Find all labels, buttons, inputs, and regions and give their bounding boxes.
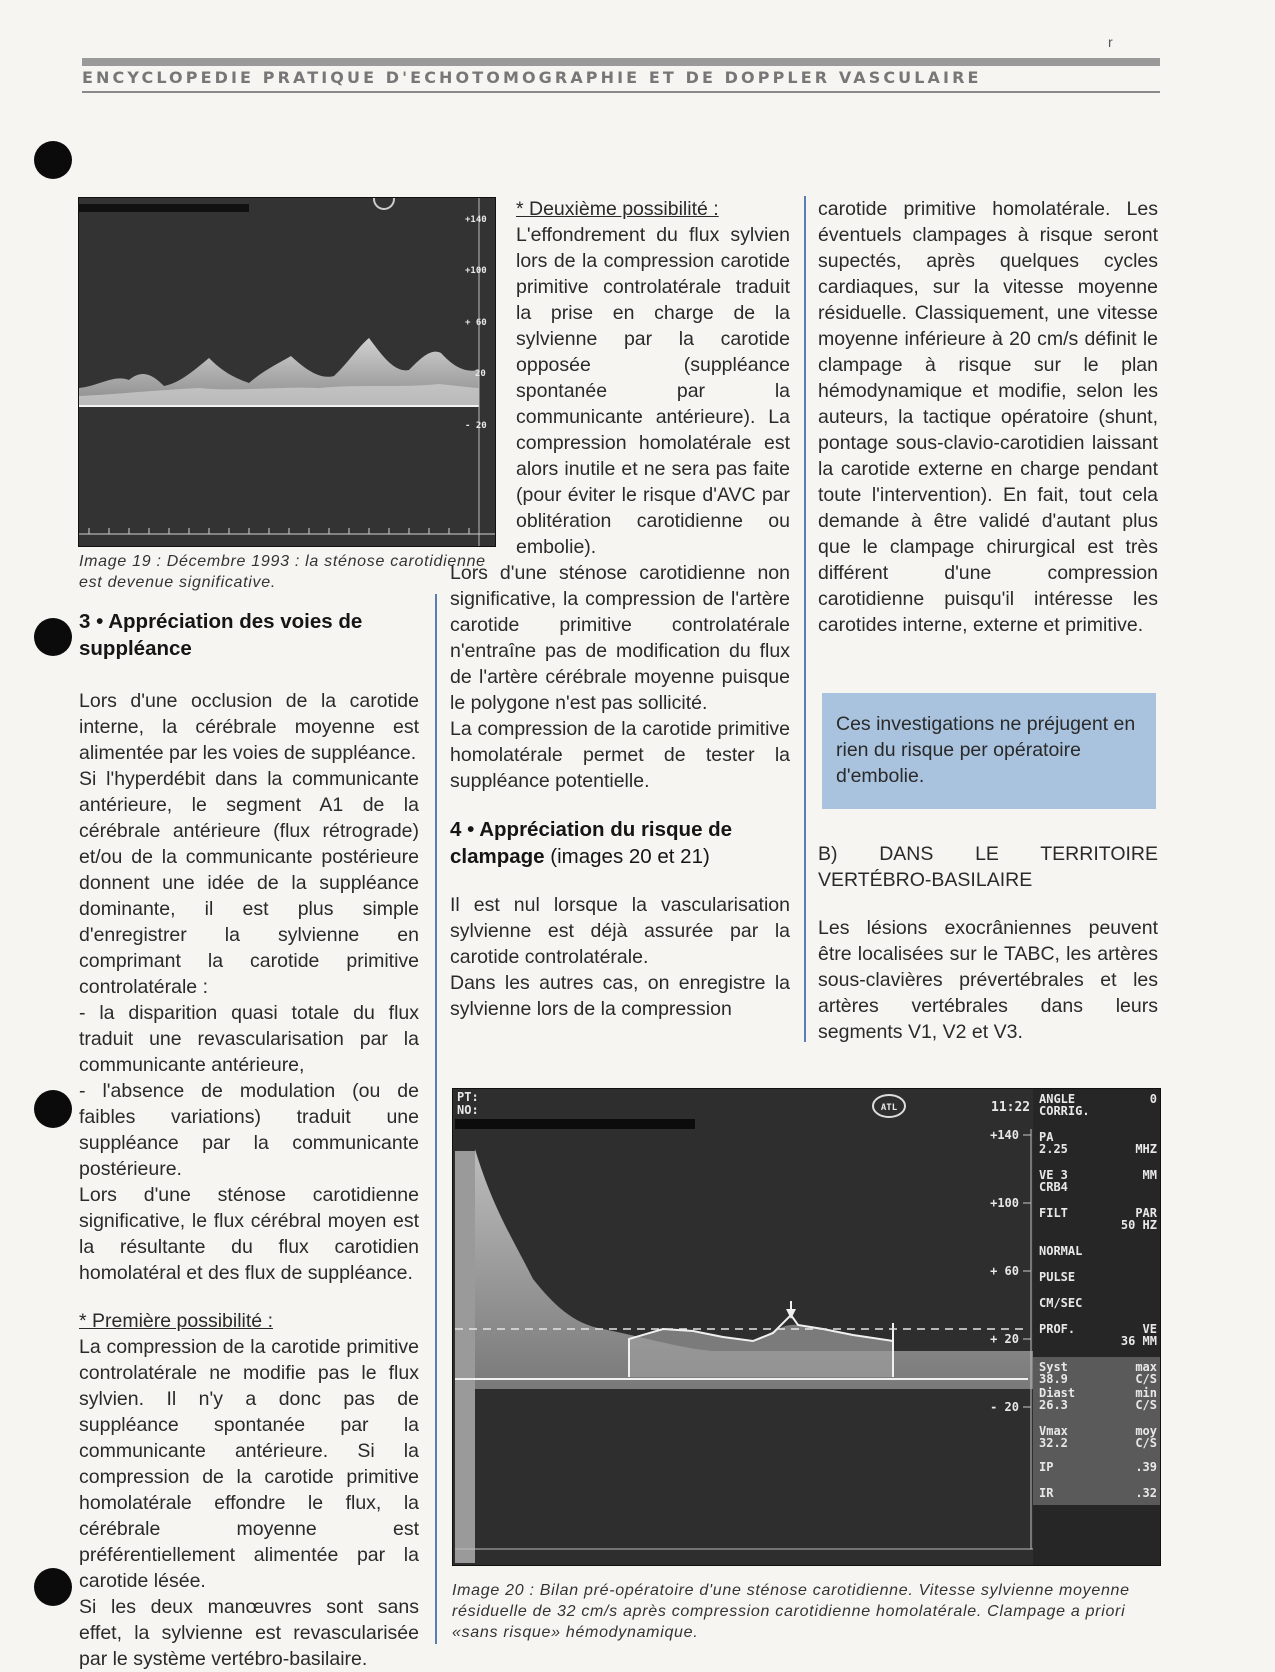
panel-value: .39: [1135, 1460, 1157, 1474]
heading-text: Appréciation du risque de clampage: [450, 818, 733, 868]
text-column-1: [79, 688, 419, 1672]
time-readout: 11:22: [991, 1100, 1031, 1115]
panel-label: 38.9: [1039, 1372, 1068, 1386]
binder-hole: [34, 1568, 72, 1606]
column-rule: [804, 196, 806, 1042]
scale-label: +100: [990, 1196, 1019, 1210]
panel-value: 0: [1149, 1092, 1157, 1106]
panel-label: PROF.: [1039, 1322, 1076, 1336]
paragraph: carotide primitive homolatérale. Les éventuels clampages à risque seront supectés, après quelques cycles cardiaques, sur la vitesse moyenne résiduelle. Classiquement, une vitesse moyenne inférieure à 20 cm/s définit le clampage à risque sur le plan hémodynamique et modifie, selon les auteurs, la tactique opératoire (shunt, pontage sous-clavio-carotidien laissant la carotide externe en charge pendant toute l'intervention). En fait, tout cela demande à être validé d'autant plus que le clampage chirurgical est très différent d'une compression carotidienne puisqu'il intéresse les carotides interne, externe et primitive.: [818, 198, 1158, 636]
panel-label: 2.25: [1039, 1142, 1068, 1156]
pt-label: PT:: [457, 1090, 479, 1104]
panel-label: IP: [1039, 1460, 1054, 1474]
scale-label: - 20: [990, 1400, 1019, 1414]
scale-label: + 60: [990, 1264, 1019, 1278]
panel-label: PA: [1039, 1130, 1054, 1144]
figure-caption: Image 19 : Décembre 1993 : la sténose carotidienne est devenue significative.: [79, 553, 486, 591]
paragraph: La compression de la carotide primitive homolatérale permet de tester la suppléance potentielle.: [450, 718, 790, 792]
panel-label: CM/SEC: [1039, 1296, 1083, 1310]
paragraph: Il est nul lorsque la vascularisation sylvienne est déjà assurée par la carotide controlatérale.: [450, 894, 790, 968]
left-gray-strip: [455, 1151, 475, 1563]
column-rule: [435, 594, 437, 1644]
panel-value: C/S: [1135, 1372, 1157, 1386]
panel-value: 36 MM: [1120, 1334, 1157, 1348]
text-column-2: [450, 196, 790, 1022]
paragraph: Si l'hyperdébit dans la communicante antérieure, le segment A1 de la cérébrale antérieure (flux rétrograde) et/ou de la communicante postérieure donnent une idée de la suppléance dominante, il est plus simple d'enregistrer la sylvienne en comprimant la carotide primitive controlatérale :: [79, 768, 419, 998]
paragraph: Lors d'une sténose carotidienne significative, le flux cérébral moyen est la résultante du flux carotidien homolatéral et des flux de suppléance.: [79, 1184, 419, 1284]
panel-value: .32: [1135, 1486, 1157, 1500]
panel-label: ANGLE: [1039, 1092, 1076, 1106]
panel-value: PAR: [1135, 1206, 1157, 1220]
scale-label: +100: [465, 266, 487, 276]
possibility-label: * Deuxième possibilité :: [516, 198, 719, 220]
panel-value: C/S: [1135, 1436, 1157, 1450]
section-title: B) DANS LE TERRITOIRE VERTÉBRO-BASILAIRE: [818, 843, 1158, 891]
scale-label: +140: [990, 1128, 1019, 1142]
header-bar: [82, 58, 1160, 66]
panel-label: CRB4: [1039, 1180, 1068, 1194]
no-label: NO:: [457, 1103, 479, 1117]
panel-label: Syst: [1039, 1360, 1068, 1374]
binder-hole: [34, 1090, 72, 1128]
panel-label: NORMAL: [1039, 1244, 1083, 1258]
panel-value: VE: [1142, 1322, 1157, 1336]
panel-label: FILT: [1039, 1206, 1068, 1220]
heading-subtext: (images 20 et 21): [550, 845, 710, 868]
callout-text: Ces investigations ne préjugent en rien du risque per opératoire d'embolie.: [836, 713, 1136, 787]
paragraph: - l'absence de modulation (ou de faibles variations) traduit une suppléance par la communicante postérieure.: [79, 1080, 419, 1180]
possibility-label: * Première possibilité :: [79, 1310, 273, 1332]
panel-label: PULSE: [1039, 1270, 1076, 1284]
panel-label: CORRIG.: [1039, 1104, 1090, 1118]
text-column-3-lower: [818, 841, 1158, 1045]
panel-value: MHZ: [1135, 1142, 1157, 1156]
paragraph: Si les deux manœuvres sont sans effet, la sylvienne est revascularisée par le système vertébro-basilaire.: [79, 1596, 419, 1670]
corner-mark: r: [1108, 34, 1113, 50]
panel-label: Vmax: [1039, 1424, 1068, 1438]
paragraph: L'effondrement du flux sylvien lors de la compression carotide primitive controlatérale traduit la prise en charge de la sylvienne par la carotide opposée (suppléance spontanée par la communicante antérieure). La compression homolatérale est alors inutile et ne sera pas faite (pour éviter le risque d'AVC par oblitération carotidienne ou embolie).: [516, 224, 790, 558]
paragraph: La compression de la carotide primitive controlatérale ne modifie pas le flux sylvien. Il n'y a donc pas de suppléance spontanée par la communicante antérieure. Si la compression de la carotide primitive homolatérale effondre le flux, la cérébrale moyenne est préférentiellement alimentée par la carotide lésée.: [79, 1336, 419, 1592]
scale-label: +140: [465, 215, 487, 225]
doppler-image-19: [78, 197, 496, 547]
paragraph: Les lésions exocrâniennes peuvent être localisées sur le TABC, les artères sous-clavières prévertébrales et les artères vertébrales dans leurs segments V1, V2 et V3.: [818, 917, 1158, 1043]
paragraph: - la disparition quasi totale du flux traduit une revascularisation par la communicante antérieure,: [79, 1002, 419, 1076]
redaction-bar: [455, 1119, 695, 1129]
paragraph: Lors d'une sténose carotidienne non significative, la compression de l'artère carotide primitive controlatérale n'entraîne pas de modification du flux de l'artère cérébrale moyenne puisque le polygone n'est pas sollicité.: [450, 562, 790, 714]
running-header: ENCYCLOPEDIE PRATIQUE D'ECHOTOMOGRAPHIE ET DE DOPPLER VASCULAIRE: [82, 68, 982, 87]
panel-label: Diast: [1039, 1386, 1076, 1400]
panel-label: VE 3: [1039, 1168, 1068, 1182]
panel-label: 26.3: [1039, 1398, 1068, 1412]
paragraph: Lors d'une occlusion de la carotide interne, la cérébrale moyenne est alimentée par les voies de suppléance.: [79, 690, 419, 764]
header-rule: [82, 91, 1160, 93]
panel-value: MM: [1142, 1168, 1157, 1182]
scale-label: + 60: [465, 318, 487, 328]
heading-number: 4 •: [450, 818, 475, 841]
heading-text: Appréciation des voies de suppléance: [79, 610, 363, 660]
doppler-image-20: [452, 1088, 1161, 1566]
logo-text: ATL: [880, 1103, 898, 1113]
panel-value: max: [1135, 1360, 1157, 1374]
text-column-3: [818, 196, 1158, 638]
panel-label: 32.2: [1039, 1436, 1068, 1450]
panel-value: C/S: [1135, 1398, 1157, 1412]
figure-caption: Image 20 : Bilan pré-opératoire d'une sténose carotidienne. Vitesse sylvienne moyenne résiduelle de 32 cm/s après compression carotidienne homolatérale. Clampage a priori «sans risque» hémodynamique.: [452, 1582, 1130, 1641]
panel-value: moy: [1135, 1424, 1157, 1438]
binder-hole: [34, 141, 72, 179]
binder-hole: [34, 618, 72, 656]
panel-label: IR: [1039, 1486, 1054, 1500]
scale-label: 20: [475, 369, 486, 379]
panel-value: min: [1135, 1386, 1157, 1400]
scale-label: - 20: [465, 421, 487, 431]
paragraph: Dans les autres cas, on enregistre la sylvienne lors de la compression: [450, 972, 790, 1020]
section-3-heading: [79, 608, 419, 662]
redaction-bar: [79, 204, 249, 212]
scale-label: + 20: [990, 1332, 1019, 1346]
callout-box: [822, 693, 1156, 809]
panel-value: 50 HZ: [1120, 1218, 1157, 1232]
heading-number: 3 •: [79, 610, 104, 633]
